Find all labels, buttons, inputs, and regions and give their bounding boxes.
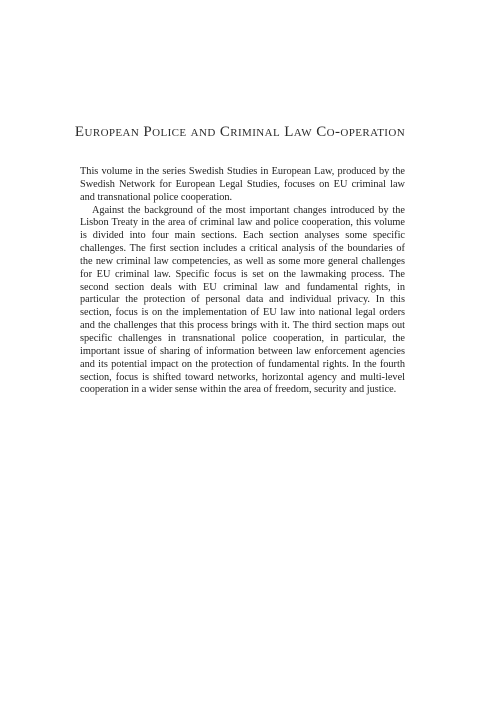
paragraph-intro: This volume in the series Swedish Studies in European Law, produced by the Swedish Network for European Legal Studies, focuses on EU criminal law and transnational police cooperation. — [80, 166, 405, 203]
body-text — [80, 166, 405, 397]
page-title: European Police and Criminal Law Co-operation — [74, 124, 406, 140]
paragraph-sections: Against the background of the most important changes introduced by the Lisbon Treaty in the area of criminal law and police cooperation, this volume is divided into four main sections. Each section analyses some specific challenges. The first section includes a critical analysis of the boundaries of the new criminal law competencies, as well as some more general challenges for EU criminal law. Specific focus is set on the lawmaking process. The second section deals with EU criminal law and fundamental rights, in particular the protection of personal data and individual privacy. In this section, focus is on the implementation of EU law into national legal orders and the challenges that this process brings with it. The third section maps out specific challenges in transnational police cooperation, in particular, the important issue of sharing of information between law enforcement agencies and its potential impact on the protection of fundamental rights. In the fourth section, focus is shifted toward networks, horizontal agency and multi-level cooperation in a wider sense within the area of freedom, security and justice. — [80, 204, 405, 396]
